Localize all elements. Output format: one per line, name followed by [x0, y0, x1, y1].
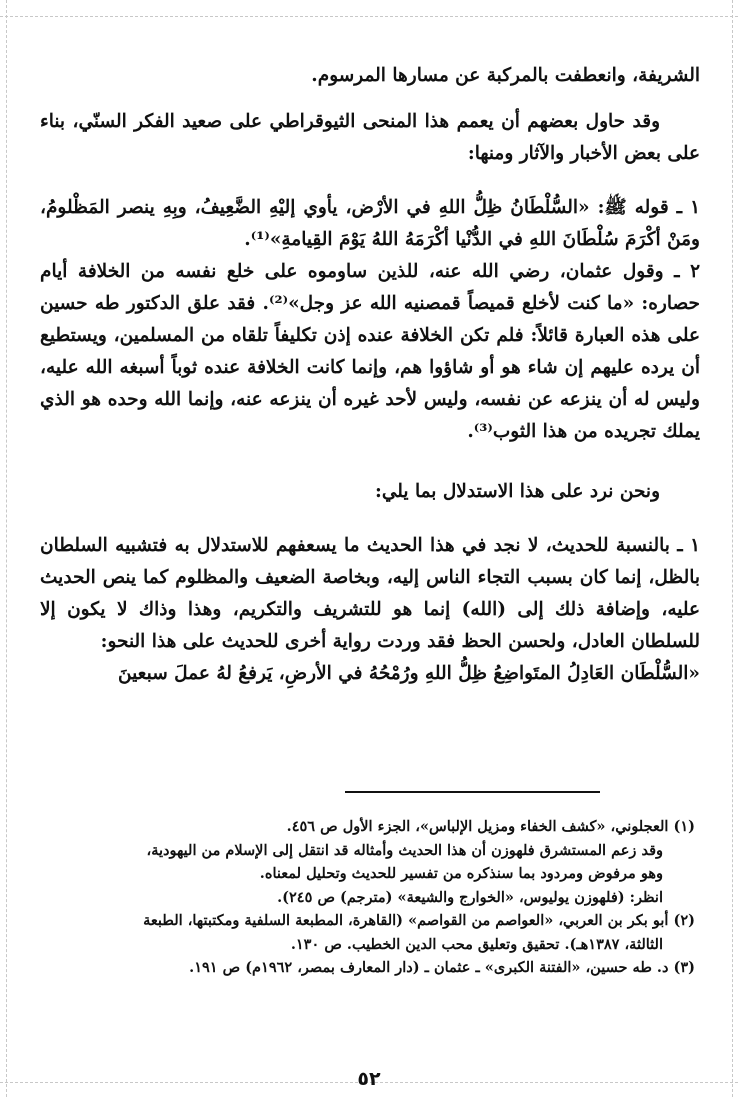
scan-guide-right	[732, 0, 733, 1097]
footnote-2-cont: الثالثة، ١٣٨٧هـ). تحقيق وتعليق محب الدين الخطيب. ص ١٣٠.	[290, 935, 663, 953]
footnote-1-cont: وقد زعم المستشرق فلهوزن أن هذا الحديث وأمثاله قد انتقل إلى الإسلام من اليهودية،	[146, 841, 663, 859]
page-body	[40, 60, 700, 690]
page-number: ٥٢	[357, 1068, 381, 1090]
footnote-2: (٢) أبو بكر بن العربي، «العواصم من القواصم» (القاهرة، المطبعة السلفية ومكتبتها، الطبعة	[143, 912, 695, 929]
paragraph-intro: وقد حاول بعضهم أن يعمم هذا المنحى الثيوقراطي على صعيد الفكر السنّي، بناء على بعض الأخبار والآثار ومنها:	[40, 111, 700, 164]
paragraph-rebuttal: ونحن نرد على هذا الاستدلال بما يلي:	[374, 481, 660, 502]
list-item-uthman: ٢ ـ وقول عثمان، رضي الله عنه، للذين ساوموه على خلع نفسه من الخلافة أيام حصاره: «ما كنت لأخلع قميصاً قمصنيه الله عز وجل»⁽²⁾. فقد علق الدكتور طه حسين على هذه العبارة قائلاً: فلم تكن الخلافة عنده إذن تكليفاً تلقاه من المسلمين، ويستطيع أن يرده عليهم إن شاء هو أو شاؤوا هم، وإنما كانت الخلافة عنده ثوباً أسبغه الله عليه، وليس له أن ينزعه عن نفسه، وليس لأحد غيره أن ينزعه عنه، وإنما الله وحده هو الذي يملك تجريده من هذا الثوب⁽³⁾.	[40, 261, 700, 442]
scan-guide-left	[6, 0, 7, 1097]
footnote-3: (٣) د. طه حسين، «الفتنة الكبرى» ـ عثمان ـ (دار المعارف بمصر، ١٩٦٢م) ص ١٩١.	[189, 959, 695, 976]
footnote-separator	[345, 791, 600, 793]
footnote-1-cont: وهو مرفوض ومردود بما سنذكره من تفسير للحديث وتحليل لمعناه.	[259, 865, 663, 882]
footnote-1: (١) العجلوني، «كشف الخفاء ومزيل الإلباس»، الجزء الأول ص ٤٥٦.	[286, 818, 695, 835]
list-item-hadith: ١ ـ قوله ﷺ: «السُّلْطَانُ ظِلُّ اللهِ في الأرْض، يأوي إليْهِ الضَّعِيفُ، وبِهِ ينصر المَظْلومُ، ومَنْ أكْرَمَ سُلْطَانَ اللهِ في الدُّنْيا أكْرَمَهُ اللهُ يَوْمَ القِيامةِ»⁽¹⁾.	[40, 197, 700, 250]
footnotes	[40, 815, 695, 980]
footnote-1-ref: انظر: (فلهوزن يوليوس، «الخوارج والشيعة» (مترجم) ص ٢٤٥).	[277, 888, 663, 906]
scan-guide-top	[0, 16, 738, 17]
list-item-rebuttal: ١ ـ بالنسبة للحديث، لا نجد في هذا الحديث ما يسعفهم للاستدلال به فتشبيه السلطان بالظل، إنما كان بسبب التجاء الناس إليه، وبخاصة الضعيف والمظلوم كما ينص الحديث عليه، وإضافة ذلك إلى (الله) إنما هو للتشريف والتكريم، وهذا وذاك لا يكون إلا للسلطان العادل، ولحسن الحظ فقد وردت رواية أخرى للحديث على هذا النحو:	[40, 535, 700, 652]
continuation-line: الشريفة، وانعطفت بالمركبة عن مسارها المرسوم.	[311, 65, 700, 86]
hadith-quote: «السُّلْطَان العَادِلُ المتَواضِعُ ظِلُّ اللهِ ورُمْحُهُ في الأرضِ، يَرفعُ لهُ عملَ سبعينَ	[118, 663, 700, 684]
